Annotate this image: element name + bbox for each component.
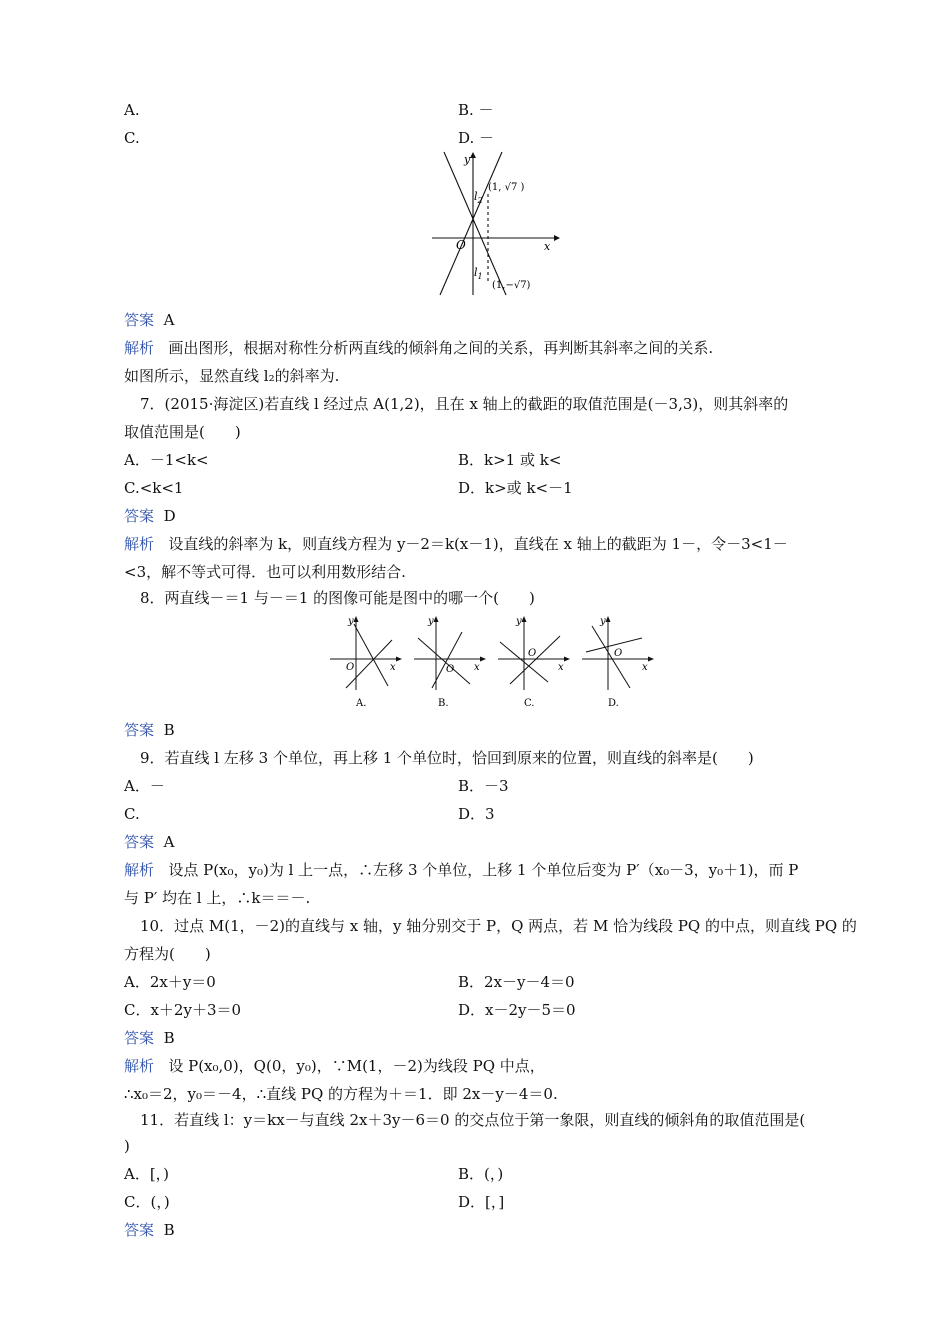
graph-b-o: O <box>446 664 455 675</box>
q10-option-d: D．x－2y－5＝0 <box>458 1001 576 1019</box>
q10-option-b: B．2x－y－4＝0 <box>458 973 575 991</box>
figure-four-graphs <box>328 612 660 712</box>
fig1-point-bottom: (1,−√7) <box>492 280 531 291</box>
graph-c-y: y <box>516 616 522 627</box>
q11-option-c: C．(，) <box>124 1193 170 1211</box>
solution-label: 解析 <box>124 535 155 553</box>
answer-value: B <box>163 721 175 739</box>
graph-b <box>414 616 486 690</box>
q10-solution-line2: ∴x₀＝2，y₀＝－4，∴直线 PQ 的方程为＋＝1．即 2x－y－4＝0. <box>124 1085 558 1103</box>
answer-label: 答案 <box>124 311 155 329</box>
answer-value: A <box>163 833 175 851</box>
answer-label: 答案 <box>124 507 155 525</box>
q6-option-c: C. <box>124 129 140 147</box>
solution-text: 设点 P(x₀，y₀)为 l 上一点，∴左移 3 个单位，上移 1 个单位后变为 P′（x₀－3，y₀＋1)，而 P <box>168 861 799 879</box>
q7-option-d: D．k>或 k<－1 <box>458 479 573 497</box>
graph-b-label: B. <box>438 698 449 709</box>
graph-a <box>330 616 402 690</box>
graph-a-o: O <box>346 662 355 673</box>
answer-label: 答案 <box>124 721 155 739</box>
q8-stem: 8．两直线－＝1 与－＝1 的图像可能是图中的哪一个( ) <box>140 589 535 607</box>
answer-label: 答案 <box>124 833 155 851</box>
graph-a-label: A. <box>356 698 367 709</box>
q7-stem-line1: 7．(2015·海淀区)若直线 l 经过点 A(1,2)，且在 x 轴上的截距的取值范围是(－3,3)，则其斜率的 <box>140 395 789 413</box>
fig1-l2-label: $l_2$ <box>474 190 483 205</box>
q9-option-a: A．－ <box>124 777 165 795</box>
q9-option-b: B．－3 <box>458 777 509 795</box>
solution-text: 设 P(x₀,0)，Q(0，y₀)，∵M(1，－2)为线段 PQ 中点， <box>168 1057 545 1075</box>
q9-option-d: D．3 <box>458 805 495 823</box>
q11-answer <box>124 1220 175 1240</box>
fig1-l1-label: $l_1$ <box>474 266 483 281</box>
solution-label: 解析 <box>124 1057 155 1075</box>
graph-d-x: x <box>642 662 648 673</box>
q10-stem-line1: 10．过点 M(1，－2)的直线与 x 轴，y 轴分别交于 P，Q 两点，若 M 恰为线段 PQ 的中点，则直线 PQ 的 <box>140 917 857 935</box>
line-l2 <box>440 152 502 295</box>
q9-solution-line2: 与 P′ 均在 l 上，∴k＝＝－. <box>124 889 311 907</box>
graph-c-x: x <box>558 662 564 673</box>
q7-option-b: B．k>1 或 k< <box>458 451 562 469</box>
graph-c-o: O <box>528 648 537 659</box>
answer-value: D <box>163 507 176 525</box>
q10-stem-line2: 方程为( ) <box>124 945 211 963</box>
solution-label: 解析 <box>124 861 155 879</box>
q9-stem: 9．若直线 l 左移 3 个单位，再上移 1 个单位时，恰回到原来的位置，则直线的斜率是( ) <box>140 749 754 767</box>
answer-value: B <box>163 1029 175 1047</box>
graph-d-y: y <box>600 616 606 627</box>
answer-value: B <box>163 1221 175 1239</box>
graph-a-y: y <box>348 616 354 627</box>
q7-stem-line2: 取值范围是( ) <box>124 423 241 441</box>
graph-c-label: C. <box>524 698 535 709</box>
solution-label: 解析 <box>124 339 155 357</box>
graph-d-label: D. <box>608 698 619 709</box>
q7-solution <box>124 534 788 554</box>
answer-label: 答案 <box>124 1221 155 1239</box>
q9-answer <box>124 832 174 852</box>
graph-d-o: O <box>614 648 623 659</box>
q7-solution-line2: <3，解不等式可得．也可以利用数形结合. <box>124 563 406 581</box>
q10-option-c: C．x＋2y＋3＝0 <box>124 1001 242 1019</box>
q7-answer <box>124 506 176 526</box>
fig1-origin-label: O <box>456 238 466 252</box>
q6-option-a: A. <box>124 101 140 119</box>
answer-value: A <box>163 311 175 329</box>
q9-option-c: C. <box>124 805 140 823</box>
q10-solution <box>124 1056 545 1076</box>
q11-option-a: A．[，) <box>124 1165 170 1183</box>
fig1-point-top: (1, √7 ) <box>488 182 525 193</box>
q9-solution <box>124 860 798 880</box>
q6-answer <box>124 310 174 330</box>
q6-solution <box>124 338 713 358</box>
fig1-x-label: x <box>544 240 551 253</box>
solution-text: 设直线的斜率为 k，则直线方程为 y－2＝k(x－1)，直线在 x 轴上的截距为 1－，令－3<1－ <box>168 535 788 553</box>
q10-option-a: A．2x＋y＝0 <box>124 973 216 991</box>
q6-option-d: D. － <box>458 129 495 147</box>
q7-option-a: A．－1<k< <box>124 451 209 469</box>
q6-solution-line2: 如图所示，显然直线 l₂的斜率为. <box>124 367 340 385</box>
q11-option-b: B．(，) <box>458 1165 504 1183</box>
x-axis-arrow <box>554 235 560 241</box>
q6-option-b: B. － <box>458 101 494 119</box>
solution-text: 画出图形，根据对称性分析两直线的倾斜角之间的关系，再判断其斜率之间的关系. <box>168 339 714 357</box>
graph-b-x: x <box>474 662 480 673</box>
figure-symmetric-lines <box>430 150 560 298</box>
q11-stem-line2: ) <box>124 1137 130 1155</box>
graph-b-y: y <box>428 616 434 627</box>
fig1-y-label: y <box>464 153 471 166</box>
q7-option-c: C.<k<1 <box>124 479 184 497</box>
graph-a-x: x <box>390 662 396 673</box>
q11-option-d: D．[，] <box>458 1193 505 1211</box>
q10-answer <box>124 1028 175 1048</box>
y-axis-arrow <box>470 152 476 158</box>
answer-label: 答案 <box>124 1029 155 1047</box>
q8-answer <box>124 720 175 740</box>
q11-stem-line1: 11．若直线 l：y＝kx－与直线 2x＋3y－6＝0 的交点位于第一象限，则直线的倾斜角的取值范围是( <box>140 1111 806 1129</box>
